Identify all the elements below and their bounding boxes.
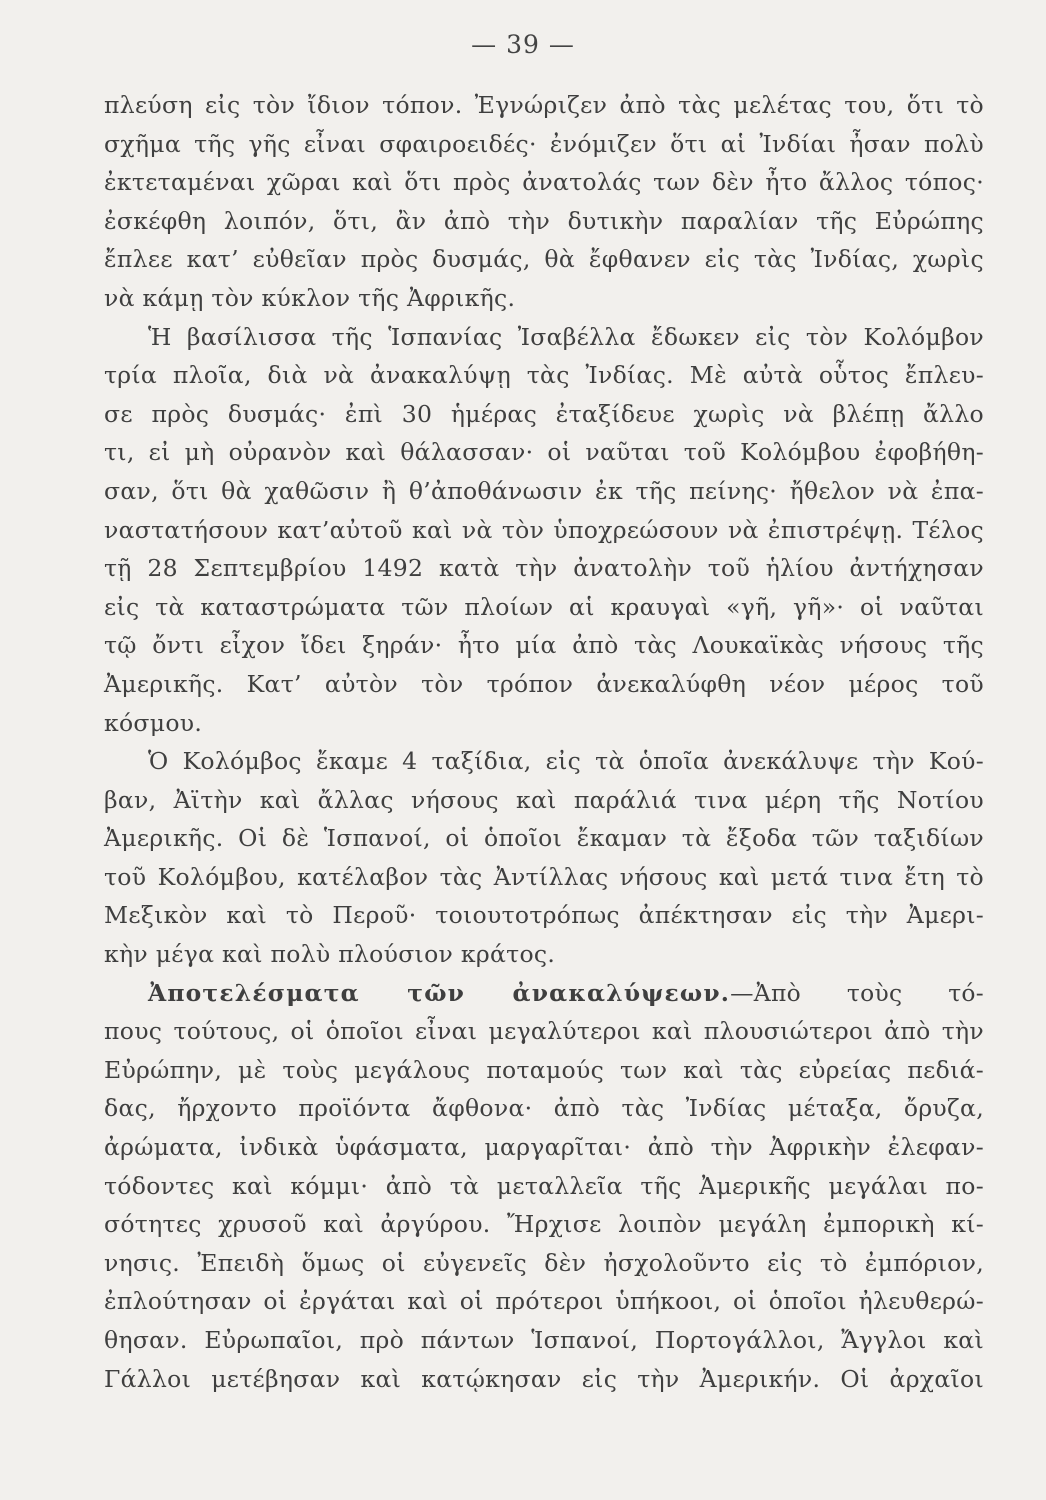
text-line xyxy=(104,1282,984,1321)
text-line xyxy=(104,1128,984,1167)
text-line xyxy=(104,433,984,472)
body-text xyxy=(104,86,984,1398)
text-line xyxy=(104,1167,984,1206)
line-text: σότητες χρυσοῦ καὶ ἀργύρου. Ἤρχισε λοιπὸν μεγάλη ἐμπορικὴ κί- xyxy=(104,1210,984,1239)
text-line xyxy=(104,742,984,781)
text-line xyxy=(104,240,984,279)
text-line xyxy=(104,704,984,743)
line-text: βαν, Ἀϊτὴν καὶ ἄλλας νήσους καὶ παράλιά τινα μέρη τῆς Νοτίου xyxy=(104,785,984,814)
line-text: εἰς τὰ καταστρώματα τῶν πλοίων αἱ κραυγαὶ «γῆ, γῆ»· οἱ ναῦται xyxy=(104,592,984,621)
text-line xyxy=(104,1360,984,1399)
line-text: τόδοντες καὶ κόμμι· ἀπὸ τὰ μεταλλεῖα τῆς Ἀμερικῆς μεγάλαι πο- xyxy=(104,1171,984,1200)
text-line xyxy=(104,549,984,588)
text-line xyxy=(104,86,984,125)
text-line xyxy=(104,125,984,164)
text-line xyxy=(104,858,984,897)
text-line xyxy=(104,472,984,511)
line-text: Ἡ βασίλισσα τῆς Ἱσπανίας Ἰσαβέλλα ἔδωκεν εἰς τὸν Κολόμβον xyxy=(148,322,984,351)
line-text: ἔπλεε κατ’ εὐθεῖαν πρὸς δυσμάς, θὰ ἔφθανεν εἰς τὰς Ἰνδίας, χωρὶς xyxy=(104,245,984,274)
line-text: τρία πλοῖα, διὰ νὰ ἀνακαλύψῃ τὰς Ἰνδίας. Μὲ αὐτὰ οὗτος ἔπλευ- xyxy=(104,361,984,390)
text-line xyxy=(104,1321,984,1360)
line-text: νὰ κάμῃ τὸν κύκλον τῆς Ἀφρικῆς. xyxy=(104,283,516,312)
line-text: πους τούτους, οἱ ὁποῖοι εἶναι μεγαλύτεροι καὶ πλουσιώτεροι ἀπὸ τὴν xyxy=(104,1017,984,1046)
text-line xyxy=(104,318,984,357)
text-line xyxy=(104,1051,984,1090)
text-line xyxy=(104,819,984,858)
line-text: —Ἀπὸ τοὺς τό- xyxy=(730,978,984,1007)
text-line xyxy=(104,974,984,1013)
section-heading: Ἀποτελέσματα τῶν ἀνακαλύψεων. xyxy=(148,978,731,1007)
text-line xyxy=(104,1089,984,1128)
text-line xyxy=(104,356,984,395)
text-line xyxy=(104,1205,984,1244)
line-text: Ὁ Κολόμβος ἔκαμε 4 ταξίδια, εἰς τὰ ὁποῖα ἀνεκάλυψε τὴν Κού- xyxy=(148,747,984,776)
line-text: τῷ ὄντι εἶχον ἴδει ξηράν· ἦτο μία ἀπὸ τὰς Λουκαϊκὰς νήσους τῆς xyxy=(104,631,984,660)
text-line xyxy=(104,279,984,318)
page-number: — 39 — xyxy=(471,30,575,59)
line-text: νησις. Ἐπειδὴ ὅμως οἱ εὐγενεῖς δὲν ἠσχολοῦντο εἰς τὸ ἐμπόριον, xyxy=(104,1248,984,1277)
line-text: θησαν. Εὐρωπαῖοι, πρὸ πάντων Ἱσπανοί, Πορτογάλλοι, Ἄγγλοι καὶ xyxy=(104,1326,984,1354)
line-text: ναστατήσουν κατ’αὐτοῦ καὶ νὰ τὸν ὑποχρεώσουν νὰ ἐπιστρέψῃ. Τέλος xyxy=(104,515,984,544)
text-line xyxy=(104,1012,984,1051)
line-text: σχῆμα τῆς γῆς εἶναι σφαιροειδές· ἐνόμιζεν ὅτι αἱ Ἰνδίαι ἦσαν πολὺ xyxy=(104,129,984,158)
line-text: κόσμου. xyxy=(104,708,203,737)
line-text: τι, εἰ μὴ οὐρανὸν καὶ θάλασσαν· οἱ ναῦται τοῦ Κολόμβου ἐφοβήθη- xyxy=(104,438,984,467)
line-text: δας, ἤρχοντο προϊόντα ἄφθονα· ἀπὸ τὰς Ἰνδίας μέταξα, ὄρυζα, xyxy=(104,1094,984,1123)
line-text: Γάλλοι μετέβησαν καὶ κατῴκησαν εἰς τὴν Ἀμερικήν. Οἱ ἀρχαῖοι xyxy=(104,1364,984,1393)
text-line xyxy=(104,935,984,974)
text-line xyxy=(104,626,984,665)
text-line xyxy=(104,588,984,627)
line-text: σε πρὸς δυσμάς· ἐπὶ 30 ἡμέρας ἐταξίδευε χωρὶς νὰ βλέπῃ ἄλλο xyxy=(104,399,984,428)
text-line xyxy=(104,896,984,935)
line-text: Ἀμερικῆς. Οἱ δὲ Ἱσπανοί, οἱ ὁποῖοι ἔκαμαν τὰ ἔξοδα τῶν ταξιδίων xyxy=(104,824,984,853)
line-text: Μεξικὸν καὶ τὸ Περοῦ· τοιουτοτρόπως ἀπέκτησαν εἰς τὴν Ἀμερι- xyxy=(104,901,984,930)
line-text: τῇ 28 Σεπτεμβρίου 1492 κατὰ τὴν ἀνατολὴν τοῦ ἡλίου ἀντήχησαν xyxy=(104,554,984,583)
text-line xyxy=(104,511,984,550)
line-text: τοῦ Κολόμβου, κατέλαβον τὰς Ἀντίλλας νήσους καὶ μετά τινα ἔτη τὸ xyxy=(104,862,984,891)
text-line xyxy=(104,395,984,434)
text-line xyxy=(104,781,984,820)
line-text: ἀρώματα, ἰνδικὰ ὑφάσματα, μαργαρῖται· ἀπὸ τὴν Ἀφρικὴν ἐλεφαν- xyxy=(104,1133,984,1162)
text-line xyxy=(104,163,984,202)
text-line xyxy=(104,1244,984,1283)
text-line xyxy=(104,202,984,241)
text-line xyxy=(104,665,984,704)
line-text: κὴν μέγα καὶ πολὺ πλούσιον κράτος. xyxy=(104,940,556,969)
line-text: ἐσκέφθη λοιπόν, ὅτι, ἂν ἀπὸ τὴν δυτικὴν παραλίαν τῆς Εὐρώπης xyxy=(104,206,984,235)
line-text: σαν, ὅτι θὰ χαθῶσιν ἢ θ’ἀποθάνωσιν ἐκ τῆς πείνης· ἤθελον νὰ ἐπα- xyxy=(104,476,984,505)
line-text: πλεύση εἰς τὸν ἴδιον τόπον. Ἐγνώριζεν ἀπὸ τὰς μελέτας του, ὅτι τὸ xyxy=(104,91,984,119)
line-text: Ἀμερικῆς. Κατ’ αὐτὸν τὸν τρόπον ἀνεκαλύφθη νέον μέρος τοῦ xyxy=(104,669,984,698)
line-text: Εὐρώπην, μὲ τοὺς μεγάλους ποταμούς των καὶ τὰς εὐρείας πεδιά- xyxy=(104,1055,984,1084)
line-text: ἐκτεταμέναι χῶραι καὶ ὅτι πρὸς ἀνατολάς των δὲν ἦτο ἄλλος τόπος· xyxy=(104,168,984,197)
line-text: ἐπλούτησαν οἱ ἐργάται καὶ οἱ πρότεροι ὑπήκοοι, οἱ ὁποῖοι ἠλευθερώ- xyxy=(104,1287,984,1316)
